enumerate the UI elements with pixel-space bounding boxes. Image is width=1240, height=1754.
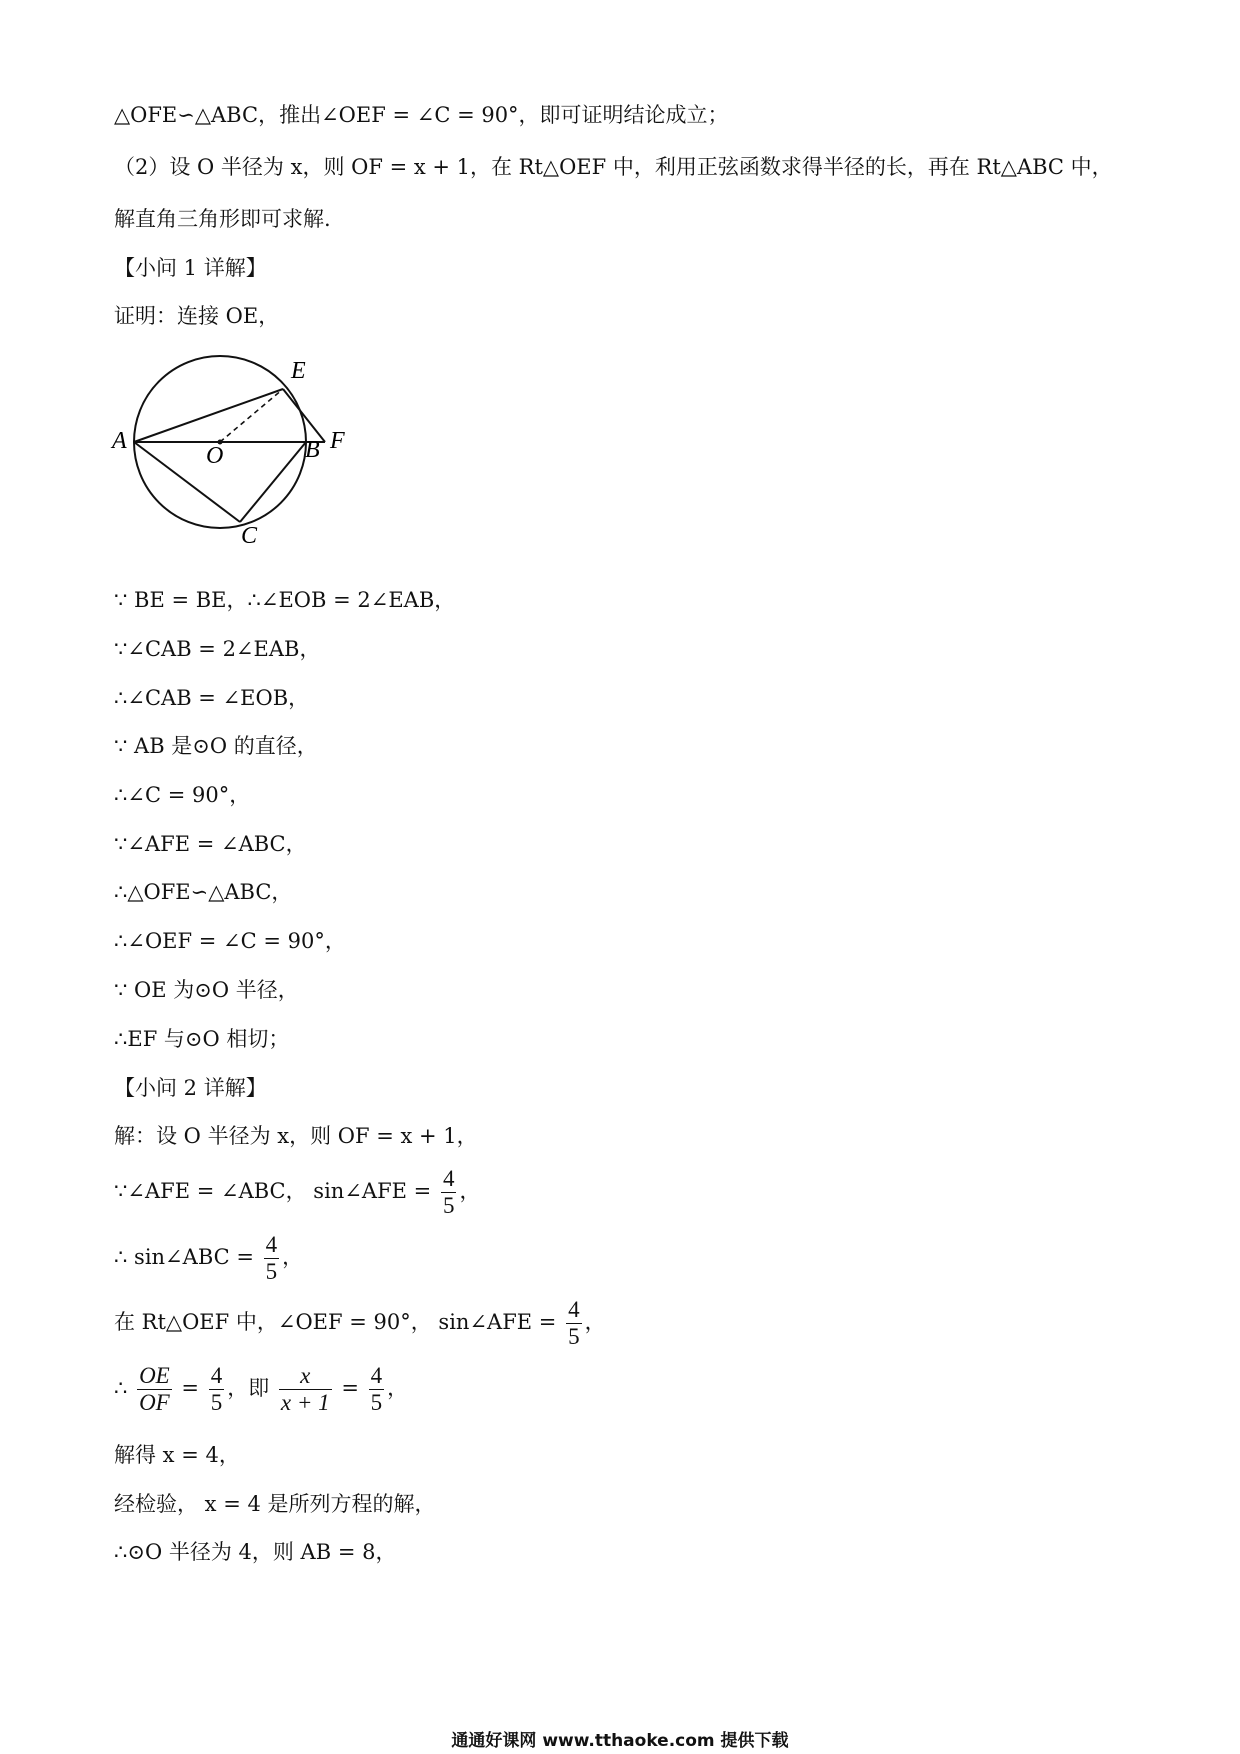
fraction-numerator: 4 [210,1363,223,1388]
punctuation: ， [282,1245,304,1269]
text-line-with-fraction [114,1232,303,1285]
text-segment: ∴ sin∠ABC = [114,1245,254,1269]
fraction-four-fifths [264,1232,280,1285]
text-line: （2）设 O 半径为 x，则 OF = x + 1，在 Rt△OEF 中，利用正弦函数求得半径的长，再在 Rt△ABC 中， [114,155,1113,179]
equals-sign: = [181,1376,200,1400]
text-segment: ，即 [227,1376,270,1400]
text-line: ∵ OE 为⊙O 半径， [114,978,299,1002]
section-heading: 【小问 2 详解】 [114,1076,267,1100]
text-line: 解：设 O 半径为 x，则 OF = x + 1， [114,1124,478,1148]
fraction-four-fifths [441,1166,457,1219]
label-o: O [206,443,224,469]
fraction-denominator: 5 [568,1324,580,1349]
fraction-four-fifths [209,1363,225,1416]
fraction-denominator: OF [139,1390,170,1415]
label-f: F [330,428,345,454]
fraction-oe-of [137,1363,172,1416]
text-line: ∴∠CAB = ∠EOB， [114,686,310,710]
text-line-with-fraction [114,1363,408,1416]
text-segment: ∴ [114,1376,128,1400]
fraction-denominator: 5 [370,1390,383,1415]
text-line: ∵ AB 是⊙O 的直径， [114,734,318,758]
equals-sign: = [341,1376,359,1400]
label-e: E [291,358,306,384]
section-heading: 【小问 1 详解】 [114,256,267,280]
text-line: ∴EF 与⊙O 相切； [114,1027,290,1051]
circle-figure [108,352,358,552]
text-line: ∴∠OEF = ∠C = 90°， [114,929,346,953]
fraction-denominator: 5 [442,1193,455,1218]
fraction-four-fifths [566,1297,582,1350]
text-line-with-fraction [114,1297,606,1350]
segment-ae [134,389,283,442]
text-line: ∵∠CAB = 2∠EAB， [114,637,321,661]
fraction-four-fifths [369,1363,385,1416]
punctuation: ， [584,1310,606,1334]
fraction-numerator: OE [139,1363,170,1388]
text-line: ∴⊙O 半径为 4，则 AB = 8， [114,1540,397,1564]
fraction-numerator: 4 [370,1363,383,1388]
text-line: 解直角三角形即可求解. [114,207,331,231]
fraction-denominator: 5 [210,1390,223,1415]
fraction-numerator: 4 [442,1166,455,1191]
segment-ef [283,389,325,442]
text-segment: 在 Rt△OEF 中，∠OEF = 90°， sin∠AFE = [114,1310,557,1334]
fraction-numerator: 4 [568,1297,580,1322]
fraction-numerator: 4 [265,1232,278,1257]
fraction-denominator: x + 1 [280,1390,330,1415]
segment-ac [134,442,240,522]
text-line: ∵ BE = BE，∴∠EOB = 2∠EAB， [114,588,456,612]
text-line: ∴∠C = 90°， [114,783,251,807]
text-line: 证明：连接 OE， [114,304,280,328]
text-segment: ∵∠AFE = ∠ABC， sin∠AFE = [114,1179,432,1203]
page-footer: 通通好课网 www.tthaoke.com 提供下载 [451,1731,789,1751]
fraction-x-over-x-plus-1 [279,1363,332,1416]
label-c: C [241,523,258,549]
label-b: B [305,437,320,463]
punctuation: ， [387,1376,409,1400]
text-line: △OFE∽△ABC，推出∠OEF = ∠C = 90°，即可证明结论成立； [114,103,729,127]
text-line: 解得 x = 4， [114,1443,240,1467]
segment-oe-dashed [220,389,283,442]
text-line: 经检验， x = 4 是所列方程的解， [114,1492,436,1516]
text-line-with-fraction [114,1166,480,1219]
punctuation: ， [459,1179,481,1203]
text-line: ∴△OFE∽△ABC， [114,880,293,904]
fraction-numerator: x [279,1363,332,1390]
label-a: A [112,428,127,454]
fraction-denominator: 5 [265,1259,278,1284]
text-line: ∵∠AFE = ∠ABC， [114,832,307,856]
